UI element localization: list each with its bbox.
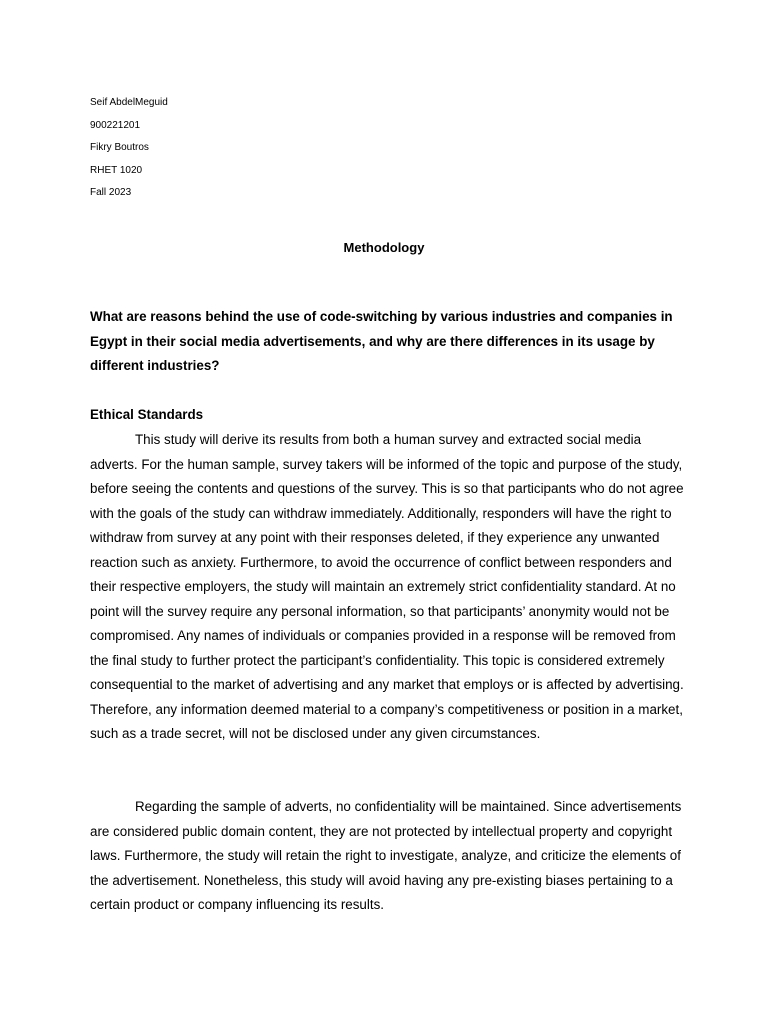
section-heading: Ethical Standards bbox=[90, 407, 204, 422]
research-question: What are reasons behind the use of code-switching by various industries and companies in Egypt in their social media advertisements, and why are there differences in its usage by different industries? bbox=[90, 309, 673, 373]
author-name: Seif AbdelMeguid bbox=[90, 97, 168, 108]
course-code: RHET 1020 bbox=[90, 164, 143, 176]
term: Fall 2023 bbox=[90, 187, 132, 198]
paragraph-ethical-standards: This study will derive its results from both a human survey and extracted social media adverts. For the human sample, survey takers will be informed of the topic and purpose of the study, before seeing the contents and questions of the survey. This is so that participants who do not agree with the goals of the study can withdraw immediately. Additionally, responders will have the right to withdraw from survey at any point with their responses deleted, if they experience any unwanted reaction such as anxiety. Furthermore, to avoid the occurrence of conflict between responders and their respective employers, the study will maintain an extremely strict confidentiality standard. At no point will the survey require any personal information, so that participants’ anonymity would not be compromised. Any names of individuals or companies provided in a response will be removed from the final study to further protect the participant’s confidentiality. This topic is considered extremely consequential to the market of advertising and any market that employs or is affected by advertising. Therefore, any information deemed material to a company’s competitiveness or position in a market, such as a trade secret, will not be disclosed under any given circumstances. bbox=[90, 432, 684, 741]
header-block bbox=[90, 92, 678, 205]
student-id: 900221201 bbox=[90, 119, 141, 131]
paragraph-advert-sample: Regarding the sample of adverts, no confidentiality will be maintained. Since advertisements are considered public domain content, they are not protected by intellectual property and copyright laws. Furthermore, the study will retain the right to investigate, analyze, and criticize the elements of the advertisement. Nonetheless, this study will avoid having any pre-existing biases pertaining to a certain product or company influencing its results. bbox=[90, 799, 682, 912]
document-title: Methodology bbox=[343, 240, 425, 255]
instructor-name: Fikry Boutros bbox=[90, 142, 149, 153]
